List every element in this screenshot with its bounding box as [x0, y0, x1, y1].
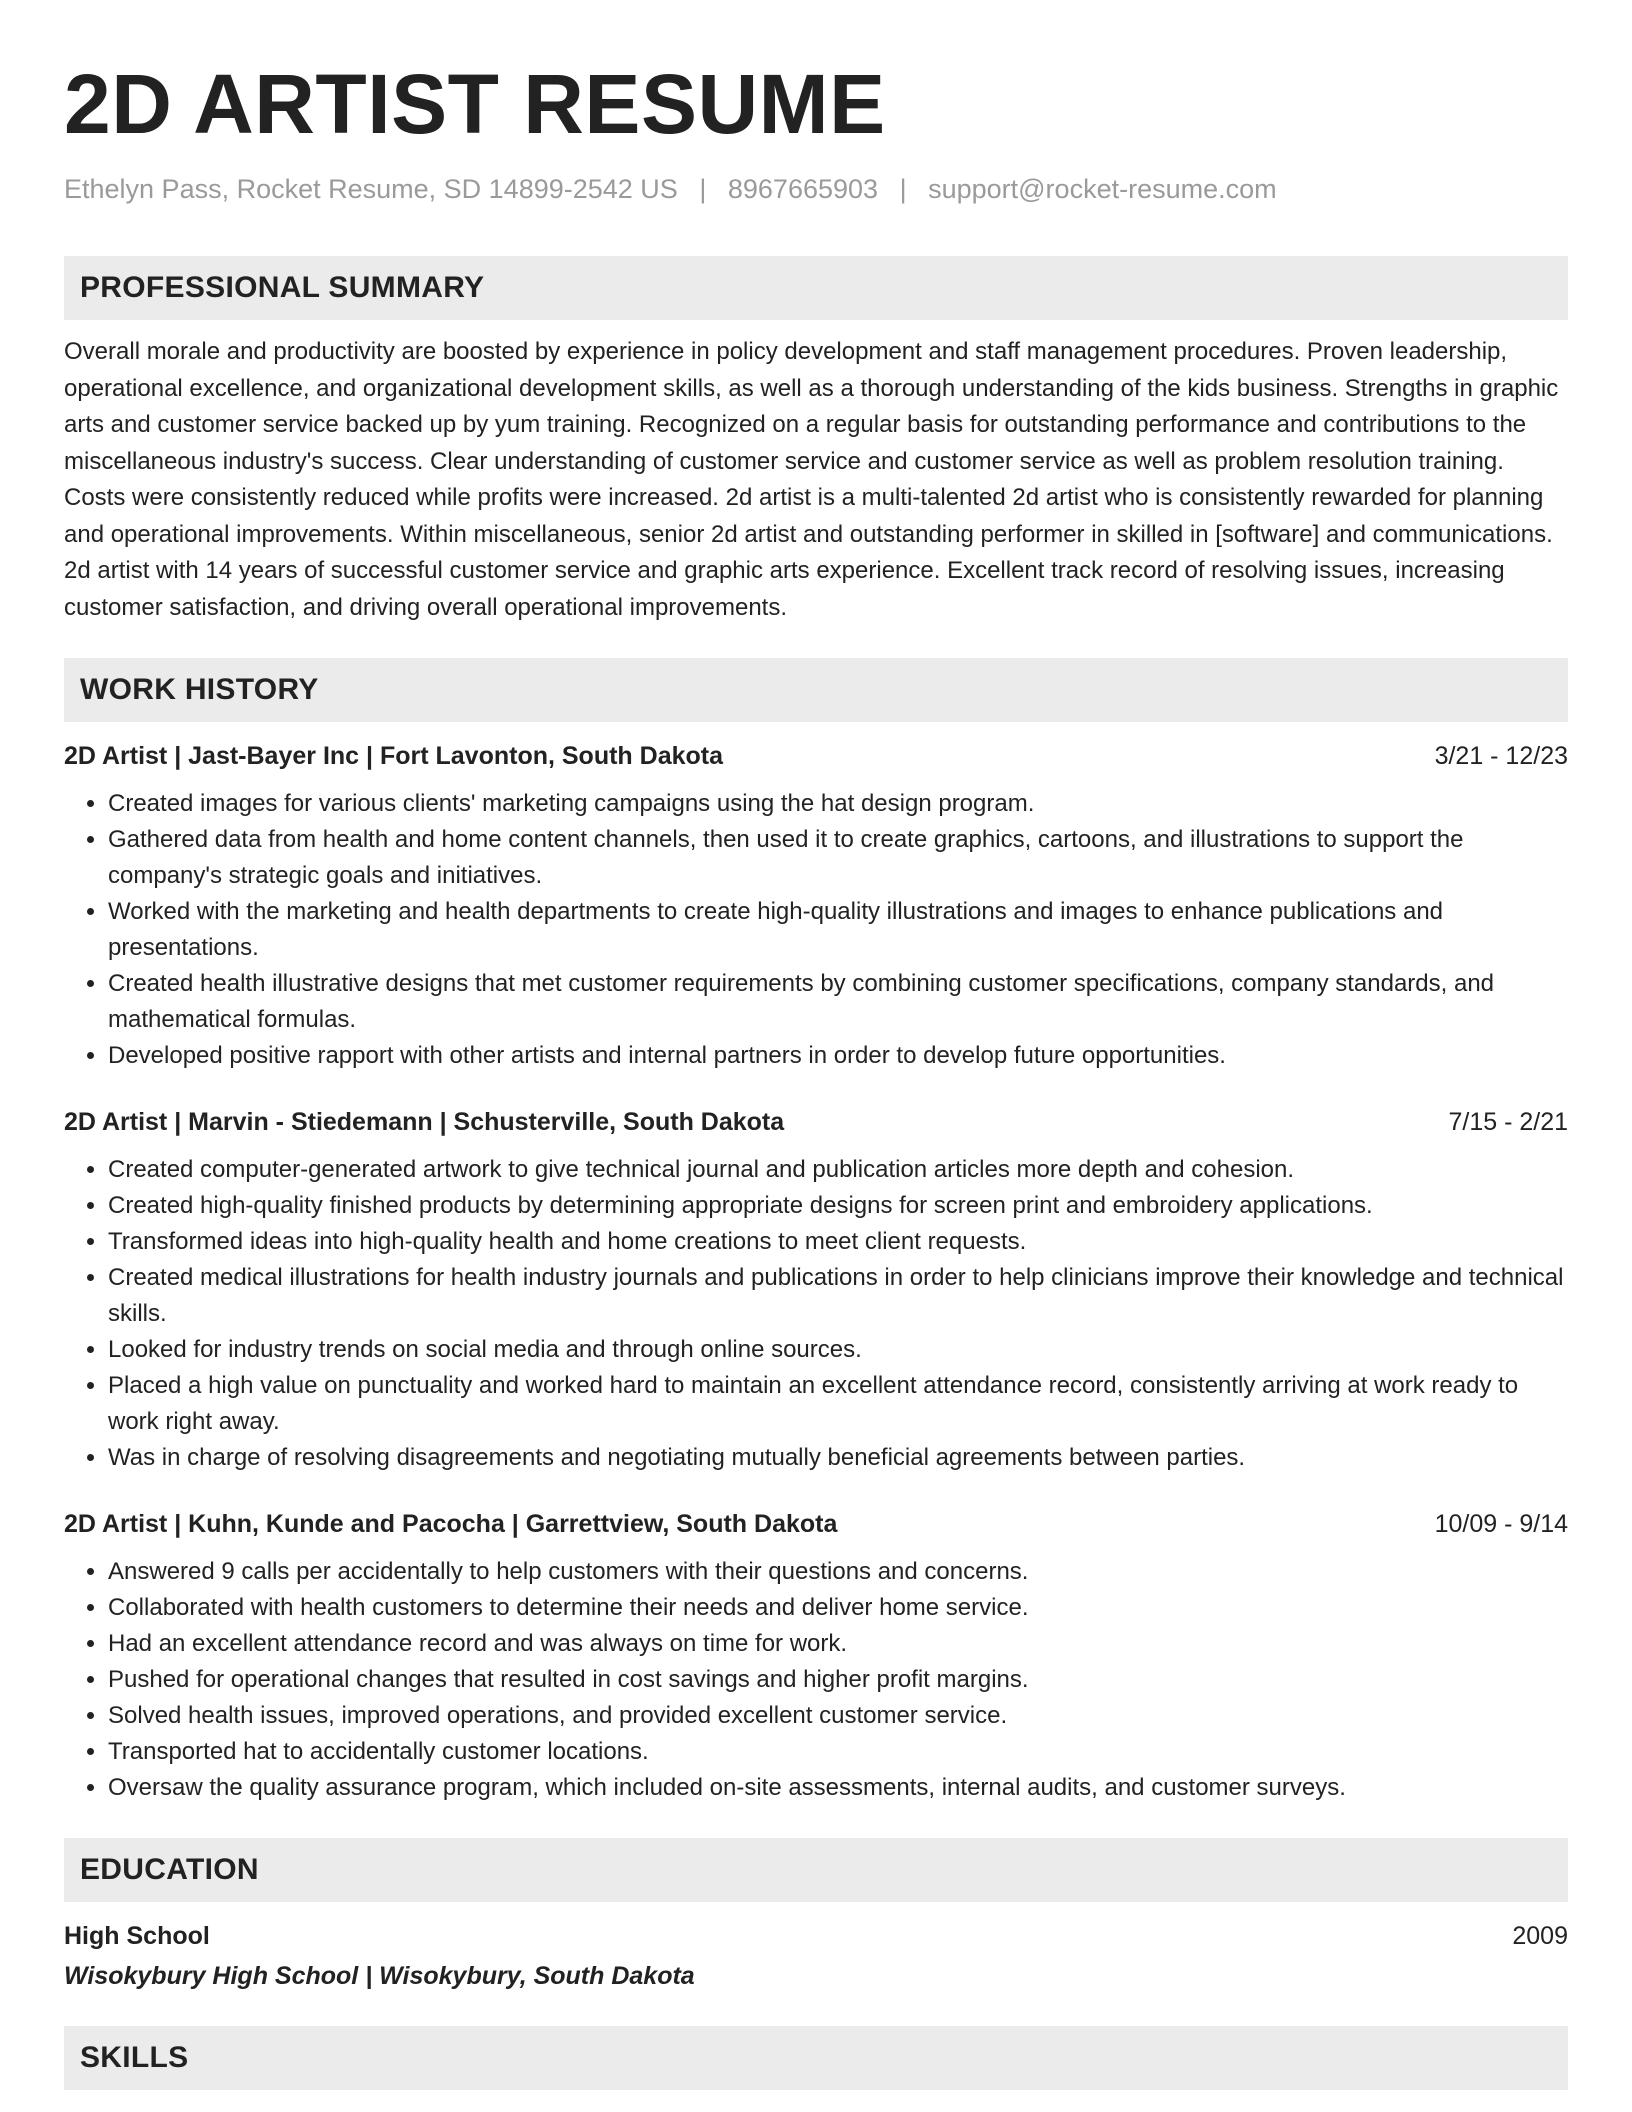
job-entry [64, 738, 1568, 1074]
education-year: 2009 [1512, 1922, 1568, 1950]
section-header-summary: PROFESSIONAL SUMMARY [64, 256, 1568, 320]
contact-line [64, 172, 1568, 206]
job-bullet: • Was in charge of resolving disagreements and negotiating mutually beneficial agreements between parties. [108, 1440, 1568, 1476]
job-title: 2D Artist | Marvin - Stiedemann | Schusterville, South Dakota [64, 1108, 785, 1136]
job-bullet: • Worked with the marketing and health departments to create high-quality illustrations and images to enhance publications and presentations. [108, 894, 1568, 966]
job-bullet: • Transported hat to accidentally customer locations. [108, 1734, 1568, 1770]
job-bullet: • Solved health issues, improved operations, and provided excellent customer service. [108, 1698, 1568, 1734]
job-entry [64, 1506, 1568, 1806]
job-bullet: • Created high-quality finished products by determining appropriate designs for screen print and embroidery applications. [108, 1188, 1568, 1224]
contact-address: Ethelyn Pass, Rocket Resume, SD 14899-2542 US [64, 174, 678, 204]
job-header [64, 1104, 1568, 1140]
job-bullet: • Transformed ideas into high-quality health and home creations to meet client requests. [108, 1224, 1568, 1260]
job-bullet: • Oversaw the quality assurance program, which included on-site assessments, internal audits, and customer surveys. [108, 1770, 1568, 1806]
job-bullet: • Answered 9 calls per accidentally to help customers with their questions and concerns. [108, 1554, 1568, 1590]
job-bullet: • Developed positive rapport with other artists and internal partners in order to develop future opportunities. [108, 1038, 1568, 1074]
job-bullet: • Created medical illustrations for health industry journals and publications in order to help clinicians improve their knowledge and technical skills. [108, 1260, 1568, 1332]
job-bullet: • Looked for industry trends on social media and through online sources. [108, 1332, 1568, 1368]
contact-separator: | [899, 174, 907, 204]
contact-phone: 8967665903 [727, 174, 879, 204]
job-bullet: • Had an excellent attendance record and was always on time for work. [108, 1626, 1568, 1662]
job-dates: 10/09 - 9/14 [1434, 1510, 1568, 1538]
job-bullet: • Pushed for operational changes that resulted in cost savings and higher profit margins. [108, 1662, 1568, 1698]
resume-title: 2D ARTIST RESUME [64, 57, 886, 151]
job-dates: 7/15 - 2/21 [1448, 1108, 1568, 1136]
job-bullets [64, 1152, 1568, 1476]
summary-text: Overall morale and productivity are boosted by experience in policy development and staff management procedures. Proven leadership, operational excellence, and organizational development skills, as well as a thorough understanding of the kids business. Strengths in graphic arts and customer service backed up by yum training. Recognized on a regular basis for outstanding performance and contributions to the miscellaneous industry's success. Clear understanding of customer service and customer service as well as problem resolution training. Costs were consistently reduced while profits were increased. 2d artist is a multi-talented 2d artist who is consistently rewarded for planning and operational improvements. Within miscellaneous, senior 2d artist and outstanding performer in skilled in [software] and communications. 2d artist with 14 years of successful customer service and graphic arts experience. Excellent track record of resolving issues, increasing customer satisfaction, and driving overall operational improvements. [64, 338, 1559, 621]
contact-separator: | [699, 174, 707, 204]
job-bullet: • Created computer-generated artwork to give technical journal and publication articles more depth and cohesion. [108, 1152, 1568, 1188]
section-header-skills: SKILLS [64, 2026, 1568, 2090]
job-bullets [64, 786, 1568, 1074]
section-header-education: EDUCATION [64, 1838, 1568, 1902]
job-bullets [64, 1554, 1568, 1806]
job-bullet: • Created health illustrative designs that met customer requirements by combining customer specifications, company standards, and mathematical formulas. [108, 966, 1568, 1038]
contact-email: support@rocket-resume.com [928, 174, 1277, 204]
job-title: 2D Artist | Jast-Bayer Inc | Fort Lavonton, South Dakota [64, 742, 723, 770]
job-dates: 3/21 - 12/23 [1434, 742, 1568, 770]
job-header [64, 1506, 1568, 1542]
job-header [64, 738, 1568, 774]
job-bullet: • Collaborated with health customers to determine their needs and deliver home service. [108, 1590, 1568, 1626]
job-entry [64, 1104, 1568, 1476]
section-header-work-history: WORK HISTORY [64, 658, 1568, 722]
education-entry [64, 1918, 1568, 1954]
job-title: 2D Artist | Kuhn, Kunde and Pacocha | Garrettview, South Dakota [64, 1510, 838, 1538]
job-bullet: • Created images for various clients' marketing campaigns using the hat design program. [108, 786, 1568, 822]
education-school: Wisokybury High School | Wisokybury, South Dakota [64, 1962, 695, 1990]
job-bullet: • Placed a high value on punctuality and worked hard to maintain an excellent attendance record, consistently arriving at work ready to work right away. [108, 1368, 1568, 1440]
education-degree: High School [64, 1922, 210, 1950]
job-bullet: • Gathered data from health and home content channels, then used it to create graphics, cartoons, and illustrations to support the company's strategic goals and initiatives. [108, 822, 1568, 894]
